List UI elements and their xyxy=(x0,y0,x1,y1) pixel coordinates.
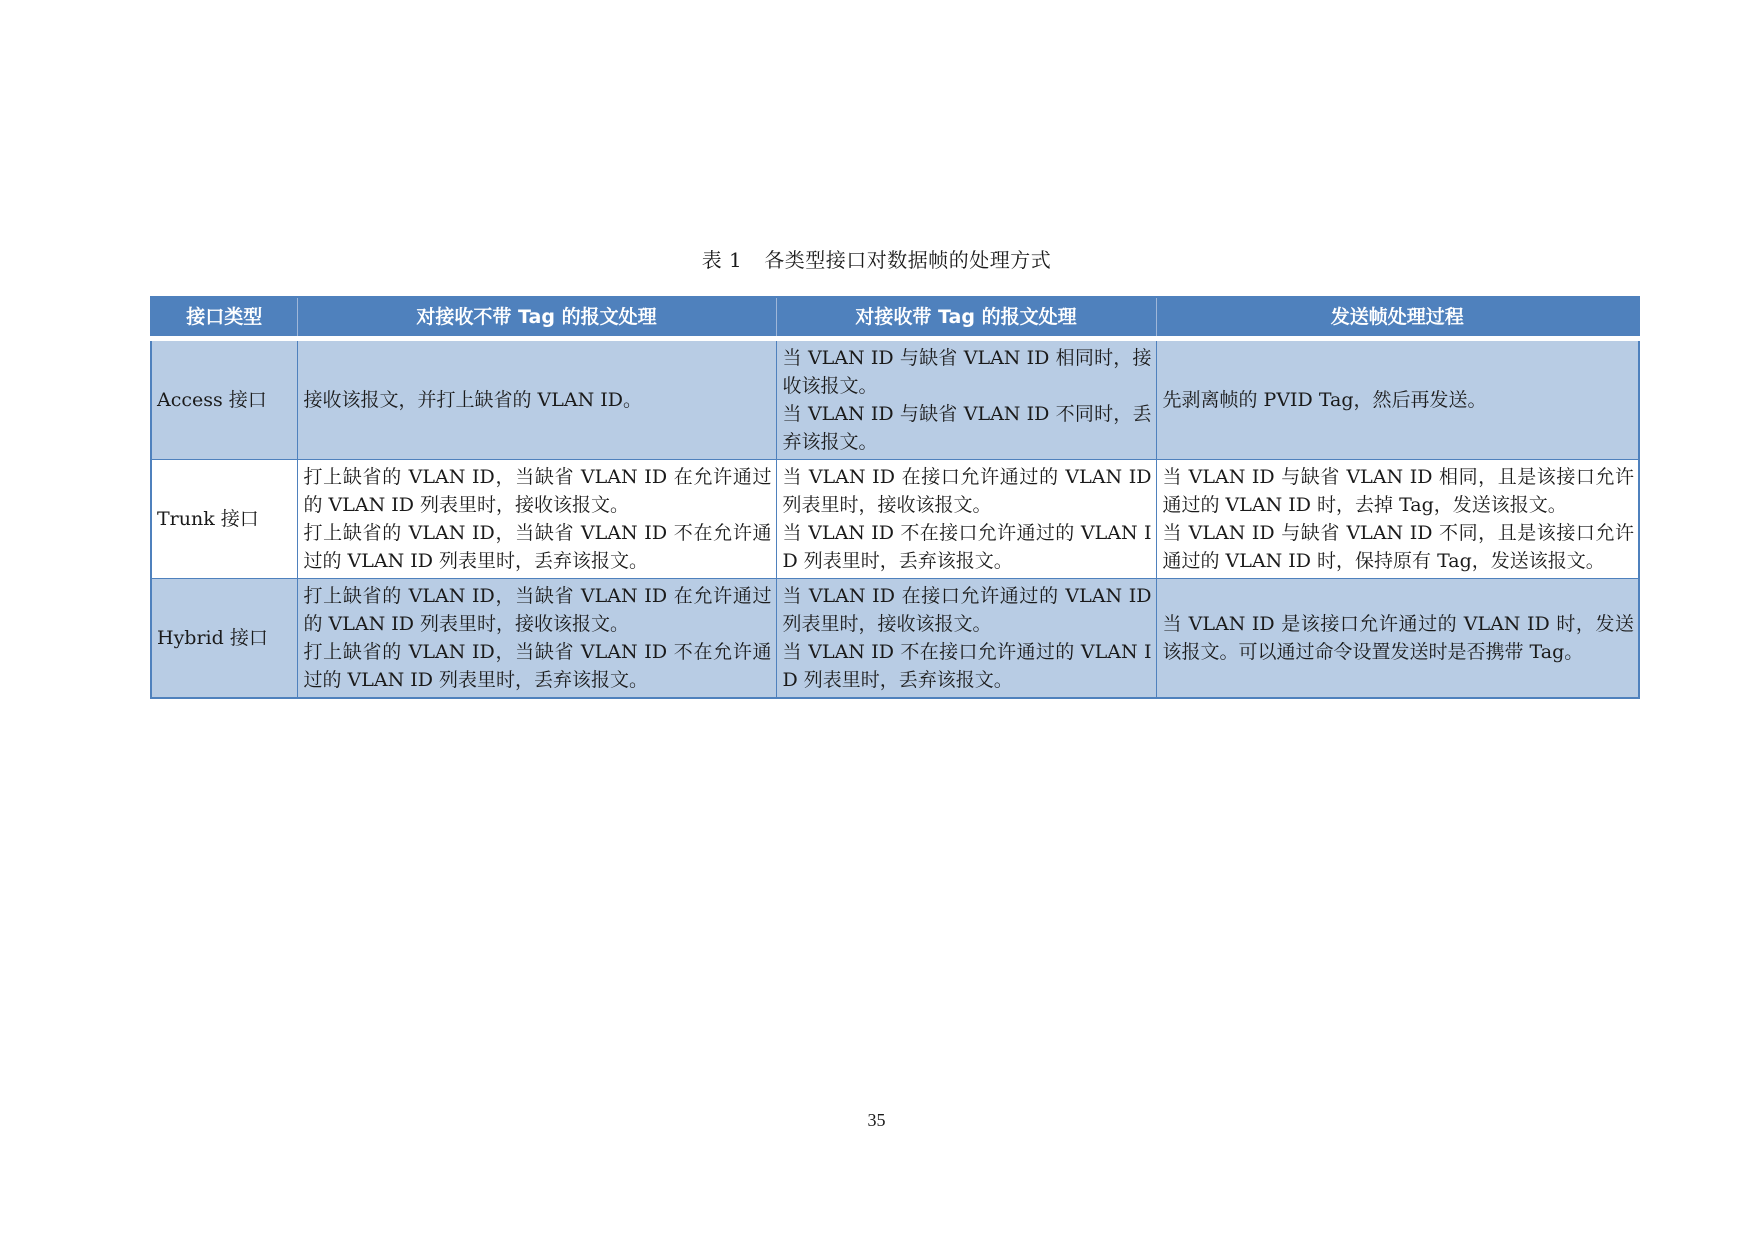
header-interface-type: 接口类型 xyxy=(151,297,297,339)
cell-send xyxy=(1156,579,1639,699)
cell-paragraph: 先剥离帧的 PVID Tag，然后再发送。 xyxy=(1162,389,1487,411)
table-row-hybrid xyxy=(151,579,1639,699)
cell-untagged xyxy=(297,579,776,699)
cell-paragraph: 打上缺省的 VLAN ID，当缺省 VLAN ID 在允许通过的 VLAN ID 列表里时，接收该报文。 xyxy=(303,585,772,635)
header-send-processing: 发送帧处理过程 xyxy=(1156,297,1639,339)
cell-paragraph: 当 VLAN ID 在接口允许通过的 VLAN ID 列表里时，接收该报文。 xyxy=(782,466,1152,516)
cell-paragraph: 当 VLAN ID 不在接口允许通过的 VLAN ID 列表里时，丢弃该报文。 xyxy=(782,522,1152,572)
cell-paragraph: 接收该报文，并打上缺省的 VLAN ID。 xyxy=(303,389,643,411)
header-untagged-processing: 对接收不带 Tag 的报文处理 xyxy=(297,297,776,339)
cell-paragraph: 打上缺省的 VLAN ID，当缺省 VLAN ID 在允许通过的 VLAN ID 列表里时，接收该报文。 xyxy=(303,466,772,516)
table-number: 表 1 xyxy=(701,248,743,272)
interface-processing-table xyxy=(150,296,1640,699)
page-number: 35 xyxy=(867,1110,886,1130)
cell-paragraph: 当 VLAN ID 与缺省 VLAN ID 不同，且是该接口允许通过的 VLAN ID 时，保持原有 Tag，发送该报文。 xyxy=(1162,522,1634,572)
cell-paragraph: 当 VLAN ID 在接口允许通过的 VLAN ID 列表里时，接收该报文。 xyxy=(782,585,1152,635)
cell-untagged xyxy=(297,339,776,460)
cell-tagged xyxy=(776,339,1156,460)
cell-paragraph: 当 VLAN ID 与缺省 VLAN ID 相同，且是该接口允许通过的 VLAN ID 时，去掉 Tag，发送该报文。 xyxy=(1162,466,1634,516)
cell-paragraph: 当 VLAN ID 与缺省 VLAN ID 相同时，接收该报文。 xyxy=(782,347,1152,397)
table-title: 各类型接口对数据帧的处理方式 xyxy=(764,248,1052,272)
cell-send xyxy=(1156,339,1639,460)
cell-untagged xyxy=(297,460,776,579)
cell-paragraph: 当 VLAN ID 不在接口允许通过的 VLAN ID 列表里时，丢弃该报文。 xyxy=(782,641,1152,691)
cell-interface-type: Access 接口 xyxy=(151,339,297,460)
cell-paragraph: 当 VLAN ID 与缺省 VLAN ID 不同时，丢弃该报文。 xyxy=(782,403,1152,453)
table-row-trunk xyxy=(151,460,1639,579)
cell-interface-type: Trunk 接口 xyxy=(151,460,297,579)
table-row-access xyxy=(151,339,1639,460)
table-caption xyxy=(0,244,1753,273)
cell-interface-type: Hybrid 接口 xyxy=(151,579,297,699)
cell-paragraph: 打上缺省的 VLAN ID，当缺省 VLAN ID 不在允许通过的 VLAN ID 列表里时，丢弃该报文。 xyxy=(303,522,772,572)
header-tagged-processing: 对接收带 Tag 的报文处理 xyxy=(776,297,1156,339)
cell-tagged xyxy=(776,460,1156,579)
cell-paragraph: 打上缺省的 VLAN ID，当缺省 VLAN ID 不在允许通过的 VLAN ID 列表里时，丢弃该报文。 xyxy=(303,641,772,691)
table-header-row xyxy=(151,297,1639,339)
cell-tagged xyxy=(776,579,1156,699)
cell-send xyxy=(1156,460,1639,579)
cell-paragraph: 当 VLAN ID 是该接口允许通过的 VLAN ID 时，发送该报文。可以通过命令设置发送时是否携带 Tag。 xyxy=(1162,613,1634,663)
